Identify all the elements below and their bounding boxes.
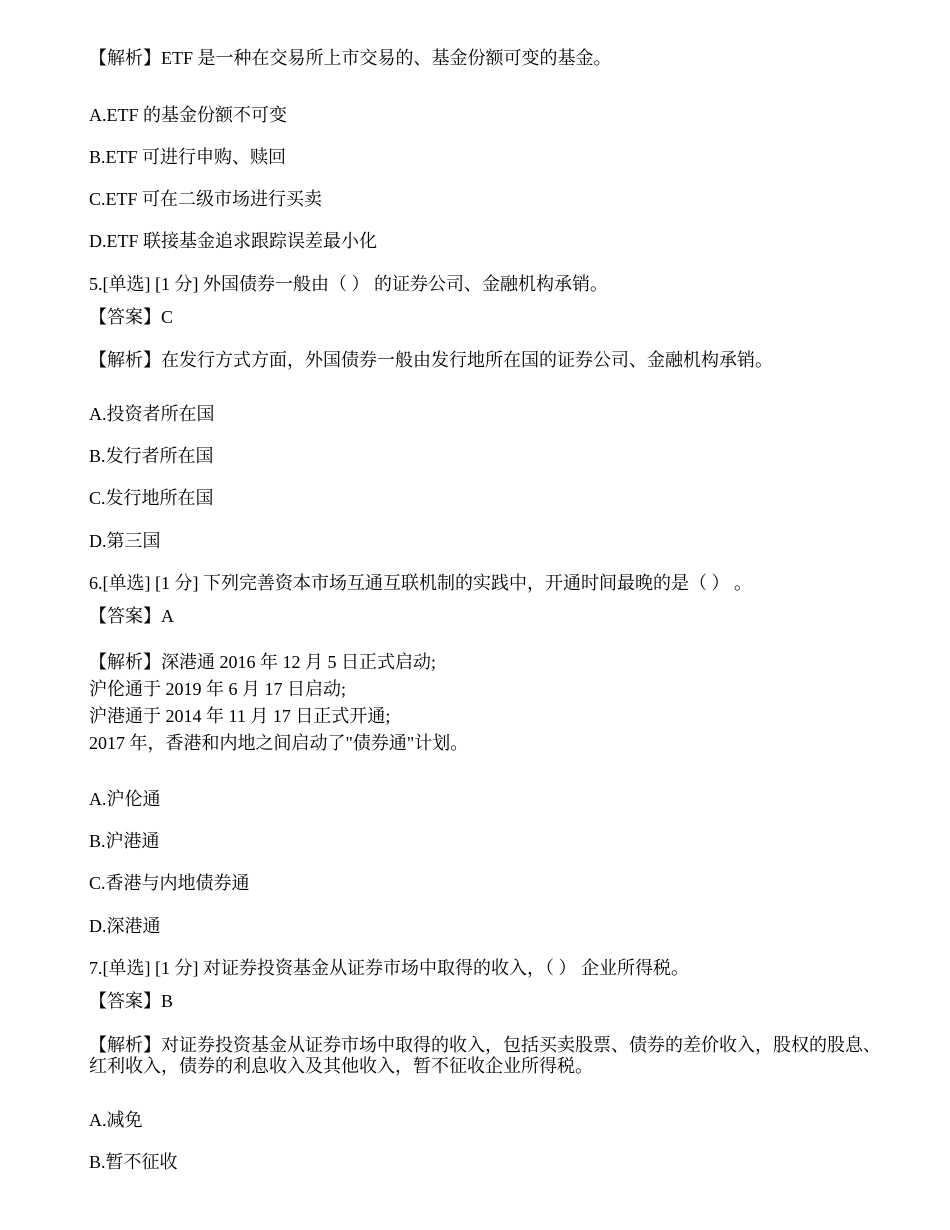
option-d: D.深港通 — [89, 916, 161, 936]
explanation-text: 【解析】对证券投资基金从证券市场中取得的收入，包括买卖股票、债券的差价收入，股权的股息、 — [89, 1035, 881, 1055]
option-a: A.投资者所在国 — [89, 404, 215, 424]
option-b: B.暂不征收 — [89, 1152, 178, 1172]
answer-text: 【答案】C — [89, 307, 174, 327]
answer-text: 【答案】A — [89, 606, 174, 626]
answer-text: 【答案】B — [89, 991, 174, 1011]
option-a: A.减免 — [89, 1110, 143, 1130]
option-a: A.沪伦通 — [89, 789, 161, 809]
explanation-text: 沪伦通于 2019 年 6 月 17 日启动; — [89, 679, 346, 699]
option-c: C.发行地所在国 — [89, 488, 214, 508]
option-a: A.ETF 的基金份额不可变 — [89, 105, 287, 125]
option-d: D.第三国 — [89, 531, 161, 551]
option-c: C.香港与内地债券通 — [89, 873, 250, 893]
option-c: C.ETF 可在二级市场进行买卖 — [89, 189, 323, 209]
question-title: 7.[单选] [1 分] 对证券投资基金从证券市场中取得的收入，（ ） 企业所得税。 — [89, 958, 689, 978]
option-b: B.发行者所在国 — [89, 446, 214, 466]
question-title: 6.[单选] [1 分] 下列完善资本市场互通互联机制的实践中，开通时间最晚的是（ ） 。 — [89, 573, 752, 593]
option-b: B.沪港通 — [89, 831, 160, 851]
explanation-text: 2017 年，香港和内地之间启动了"债券通"计划。 — [89, 733, 469, 753]
explanation-text: 【解析】深港通 2016 年 12 月 5 日正式启动; — [89, 652, 436, 672]
explanation-text: 红利收入，债券的利息收入及其他收入，暂不征收企业所得税。 — [89, 1056, 593, 1076]
explanation-text: 【解析】ETF 是一种在交易所上市交易的、基金份额可变的基金。 — [89, 48, 612, 68]
explanation-text: 沪港通于 2014 年 11 月 17 日正式开通; — [89, 706, 391, 726]
explanation-text: 【解析】在发行方式方面，外国债券一般由发行地所在国的证券公司、金融机构承销。 — [89, 350, 773, 370]
question-title: 5.[单选] [1 分] 外国债券一般由（ ） 的证券公司、金融机构承销。 — [89, 274, 608, 294]
option-d: D.ETF 联接基金追求跟踪误差最小化 — [89, 231, 377, 251]
option-b: B.ETF 可进行申购、赎回 — [89, 147, 287, 167]
